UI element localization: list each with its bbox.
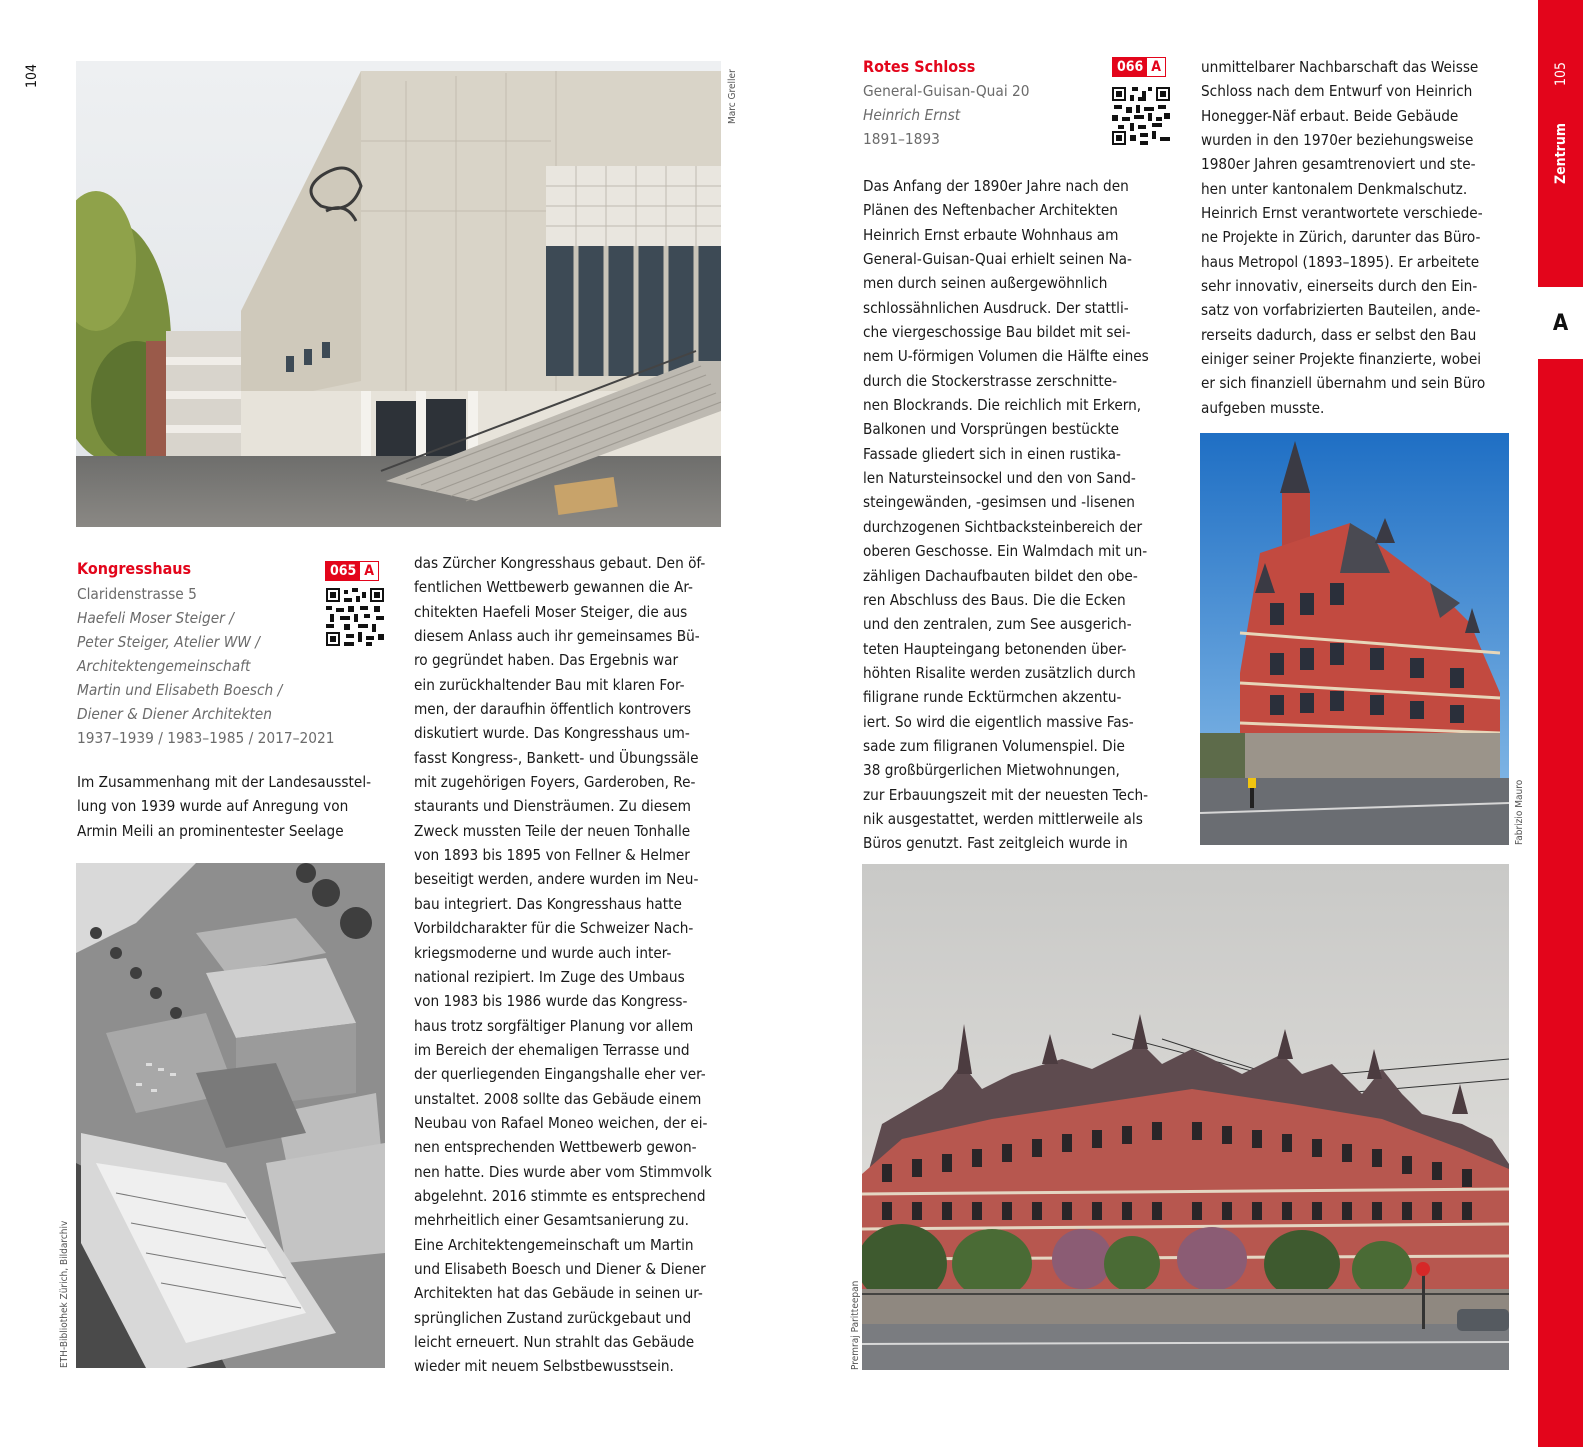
text-line: sprünglichen Zustand zurückgebaut und xyxy=(414,1308,692,1327)
text-line: und den zentralen, zum See ausgerich- xyxy=(863,615,1132,634)
page-number-right: 105 xyxy=(1553,61,1569,86)
text-line: General-Guisan-Quai erhielt seinen Na- xyxy=(863,250,1132,269)
entry-066-text-col1 xyxy=(863,174,1172,856)
text-line: diesem Anlass auch ihr gemeinsames Bü- xyxy=(414,627,700,646)
text-line: oberen Geschosse. Ein Walmdach mit un- xyxy=(863,542,1148,561)
entry-065-architect-line: Peter Steiger, Atelier WW / xyxy=(77,633,260,651)
text-line: durch die Stockerstrasse zerschnitte- xyxy=(863,371,1118,390)
entry-066-area: A xyxy=(1147,58,1165,76)
text-line: kriegsmoderne und wurde auch inter- xyxy=(414,943,672,962)
entry-065-meta xyxy=(77,582,335,750)
text-line: ein zurückhaltender Bau mit klaren For- xyxy=(414,675,685,694)
text-line: steingewänden, -gesimsen und -lisenen xyxy=(863,493,1135,512)
text-line: 1980er Jahren gesamtrenoviert und ste- xyxy=(1201,155,1476,174)
text-line: 38 großbürgerlichen Mietwohnungen, xyxy=(863,761,1120,780)
text-line: national rezipiert. Im Zuge des Umbaus xyxy=(414,967,685,986)
text-line: Büros genutzt. Fast zeitgleich wurde in xyxy=(863,834,1128,853)
text-line: leicht erneuert. Nun strahlt das Gebäude xyxy=(414,1333,695,1351)
text-line: staurants und Diensträumen. Zu diesem xyxy=(414,797,691,816)
text-line: im Bereich der ehemaligen Terrasse und xyxy=(414,1040,690,1059)
text-line: mehrheitlich einer Gesamtsanierung zu. xyxy=(414,1211,689,1230)
entry-066-number: 066 xyxy=(1113,58,1147,76)
text-line: nik ausgestattet, werden mittlerweile als xyxy=(863,809,1143,828)
text-line: Zweck mussten Teile der neuen Tonhalle xyxy=(414,821,691,840)
section-tab-band xyxy=(1538,0,1583,1447)
text-line: schlossähnlichen Ausdruck. Der stattli- xyxy=(863,298,1129,317)
text-line: iert. So wird die eigentlich massive Fas- xyxy=(863,712,1134,731)
text-line: durchzogenen Sichtbacksteinbereich der xyxy=(863,517,1143,536)
entry-066-years: 1891–1893 xyxy=(863,130,940,148)
text-line: das Zürcher Kongresshaus gebaut. Den öf- xyxy=(414,554,706,572)
text-line: filigrane runde Ecktürmchen akzentu- xyxy=(863,688,1122,707)
text-line: men, der daraufhin öffentlich kontrovers xyxy=(414,700,691,719)
text-line: Im Zusammenhang mit der Landesausstel- xyxy=(77,773,372,791)
rotes-schloss-tower-photo xyxy=(1200,433,1509,845)
text-line: einiger seiner Projekte finanzierte, wobei xyxy=(1201,350,1482,369)
text-line: der querliegenden Eingangshalle eher ver- xyxy=(414,1065,706,1084)
text-line: und Elisabeth Boesch und Diener & Diener xyxy=(414,1259,706,1278)
entry-066-title: Rotes Schloss xyxy=(863,57,976,76)
text-line: Armin Meili an prominentester Seelage xyxy=(77,821,344,840)
text-line: unmittelbarer Nachbarschaft das Weisse xyxy=(1201,58,1479,76)
photo-credit-fabrizio-mauro: Fabrizio Mauro xyxy=(1514,779,1525,845)
entry-066-architect: Heinrich Ernst xyxy=(863,106,961,124)
entry-065-text-col2 xyxy=(414,551,722,1379)
kongresshaus-aerial-photo xyxy=(76,863,385,1368)
text-line: wieder mit neuem Selbstbewusstsein. xyxy=(414,1357,674,1376)
text-line: höhten Risalite werden zusätzlich durch xyxy=(863,663,1136,682)
text-line: Schloss nach dem Entwurf von Heinrich xyxy=(1201,82,1473,101)
text-line: zähligen Dachaufbauten bildet den obe- xyxy=(863,566,1138,585)
rotes-schloss-street-photo xyxy=(862,864,1509,1370)
entry-065-architect-line: Martin und Elisabeth Boesch / xyxy=(77,681,283,699)
text-line: Heinrich Ernst verantwortete verschiede- xyxy=(1201,204,1483,223)
entry-066-qr-code xyxy=(1112,87,1170,145)
text-line: rerseits dadurch, dass er selbst den Bau xyxy=(1201,325,1477,344)
text-line: er sich finanziell übernahm und sein Büro xyxy=(1201,374,1486,393)
entry-065-architect-line: Diener & Diener Architekten xyxy=(77,705,272,723)
text-line: ro gegründet haben. Das Ergebnis war xyxy=(414,651,679,670)
section-letter: A xyxy=(1552,310,1569,336)
entry-065-architect-line: Architektengemeinschaft xyxy=(77,657,251,675)
text-line: nen entsprechenden Wettbewerb gewon- xyxy=(414,1138,697,1157)
text-line: Plänen des Neftenbacher Architekten xyxy=(863,201,1118,220)
text-line: Eine Architektengemeinschaft um Martin xyxy=(414,1235,694,1254)
photo-credit-premraj-paritteepan: Premraj Paritteepan xyxy=(850,1280,861,1370)
text-line: chitekten Haefeli Moser Steiger, die aus xyxy=(414,602,688,621)
text-line: Architekten hat das Gebäude in seinen ur- xyxy=(414,1284,703,1303)
text-line: wurden in den 1970er beziehungsweise xyxy=(1201,131,1474,150)
entry-066-address: General-Guisan-Quai 20 xyxy=(863,82,1030,100)
text-line: ne Projekte in Zürich, darunter das Büro- xyxy=(1201,228,1481,247)
text-line: sade zum filigranen Volumenspiel. Die xyxy=(863,736,1125,755)
photo-credit-marc-greller: Marc Greller xyxy=(727,69,738,124)
text-line: Das Anfang der 1890er Jahre nach den xyxy=(863,177,1129,195)
text-line: abgelehnt. 2016 stimmte es entsprechend xyxy=(414,1186,706,1205)
text-line: nem U-förmigen Volumen die Hälfte eines xyxy=(863,347,1149,366)
text-line: hen unter kantonalem Denkmalschutz. xyxy=(1201,179,1468,198)
entry-066-badge xyxy=(1112,57,1166,77)
text-line: mit zugehörigen Foyers, Garderoben, Re- xyxy=(414,773,696,792)
text-line: men durch seinen außergewöhnlich xyxy=(863,274,1108,293)
text-line: Vorbildcharakter für die Schweizer Nach- xyxy=(414,919,694,938)
entry-065-area: A xyxy=(360,562,378,580)
entry-065-qr-code xyxy=(326,588,384,646)
text-line: lung von 1939 wurde auf Anregung von xyxy=(77,797,349,816)
text-line: diskutiert wurde. Das Kongresshaus um- xyxy=(414,724,690,743)
entry-066-meta xyxy=(863,79,1030,151)
text-line: haus Metropol (1893–1895). Er arbeitete xyxy=(1201,252,1480,271)
text-line: sehr innovativ, einerseits durch den Ein- xyxy=(1201,277,1478,296)
entry-065-badge xyxy=(325,561,379,581)
entry-065-title: Kongresshaus xyxy=(77,559,192,578)
text-line: fasst Kongress-, Bankett- und Übungssäle xyxy=(414,748,699,767)
text-line: zur Erbauungszeit mit der neuesten Tech- xyxy=(863,785,1149,804)
entry-065-architect-line: Haefeli Moser Steiger / xyxy=(77,609,234,627)
text-line: haus trotz sorgfältiger Planung vor allem xyxy=(414,1016,694,1035)
photo-credit-eth-bibliothek: ETH-Bibliothek Zürich, Bildarchiv xyxy=(59,1220,70,1368)
entry-065-years: 1937–1939 / 1983–1985 / 2017–2021 xyxy=(77,729,335,747)
text-line: fentlichen Wettbewerb gewannen die Ar- xyxy=(414,578,693,597)
text-line: len Natursteinsockel und den von Sand- xyxy=(863,469,1136,488)
entry-065-address: Claridenstrasse 5 xyxy=(77,585,197,603)
page-number-left: 104 xyxy=(24,63,40,88)
text-line: Heinrich Ernst erbaute Wohnhaus am xyxy=(863,225,1119,244)
text-line: satz von vorfabrizierten Bauteilen, ande- xyxy=(1201,301,1481,320)
text-line: Balkonen und Vorsprüngen bestückte xyxy=(863,420,1120,439)
text-line: beseitigt werden, andere wurden im Neu- xyxy=(414,870,699,889)
text-line: nen hatte. Dies wurde aber vom Stimmvolk xyxy=(414,1162,712,1181)
text-line: Neubau von Rafael Moneo weichen, der ei- xyxy=(414,1113,708,1132)
text-line: bau integriert. Das Kongresshaus hatte xyxy=(414,894,682,913)
entry-066-text-col2 xyxy=(1201,55,1509,420)
text-line: teten Haupteingang betonenden über- xyxy=(863,639,1127,658)
text-line: che viergeschossige Bau bildet mit sei- xyxy=(863,323,1131,342)
kongresshaus-photo xyxy=(76,61,721,527)
entry-065-number: 065 xyxy=(326,562,360,580)
text-line: aufgeben musste. xyxy=(1201,398,1325,417)
text-line: nen Blockrands. Die reichlich mit Erkern, xyxy=(863,396,1142,415)
text-line: ren Abschluss des Baus. Die die Ecken xyxy=(863,590,1126,609)
text-line: Fassade gliedert sich in einen rustika- xyxy=(863,444,1121,463)
section-name: Zentrum xyxy=(1553,123,1569,184)
text-line: von 1983 bis 1986 wurde das Kongress- xyxy=(414,992,688,1011)
text-line: Honegger-Näf erbaut. Beide Gebäude xyxy=(1201,106,1459,125)
text-line: unstaltet. 2008 sollte das Gebäude einem xyxy=(414,1089,702,1108)
entry-065-text-col1 xyxy=(77,770,385,843)
text-line: von 1893 bis 1895 von Fellner & Helmer xyxy=(414,846,690,865)
